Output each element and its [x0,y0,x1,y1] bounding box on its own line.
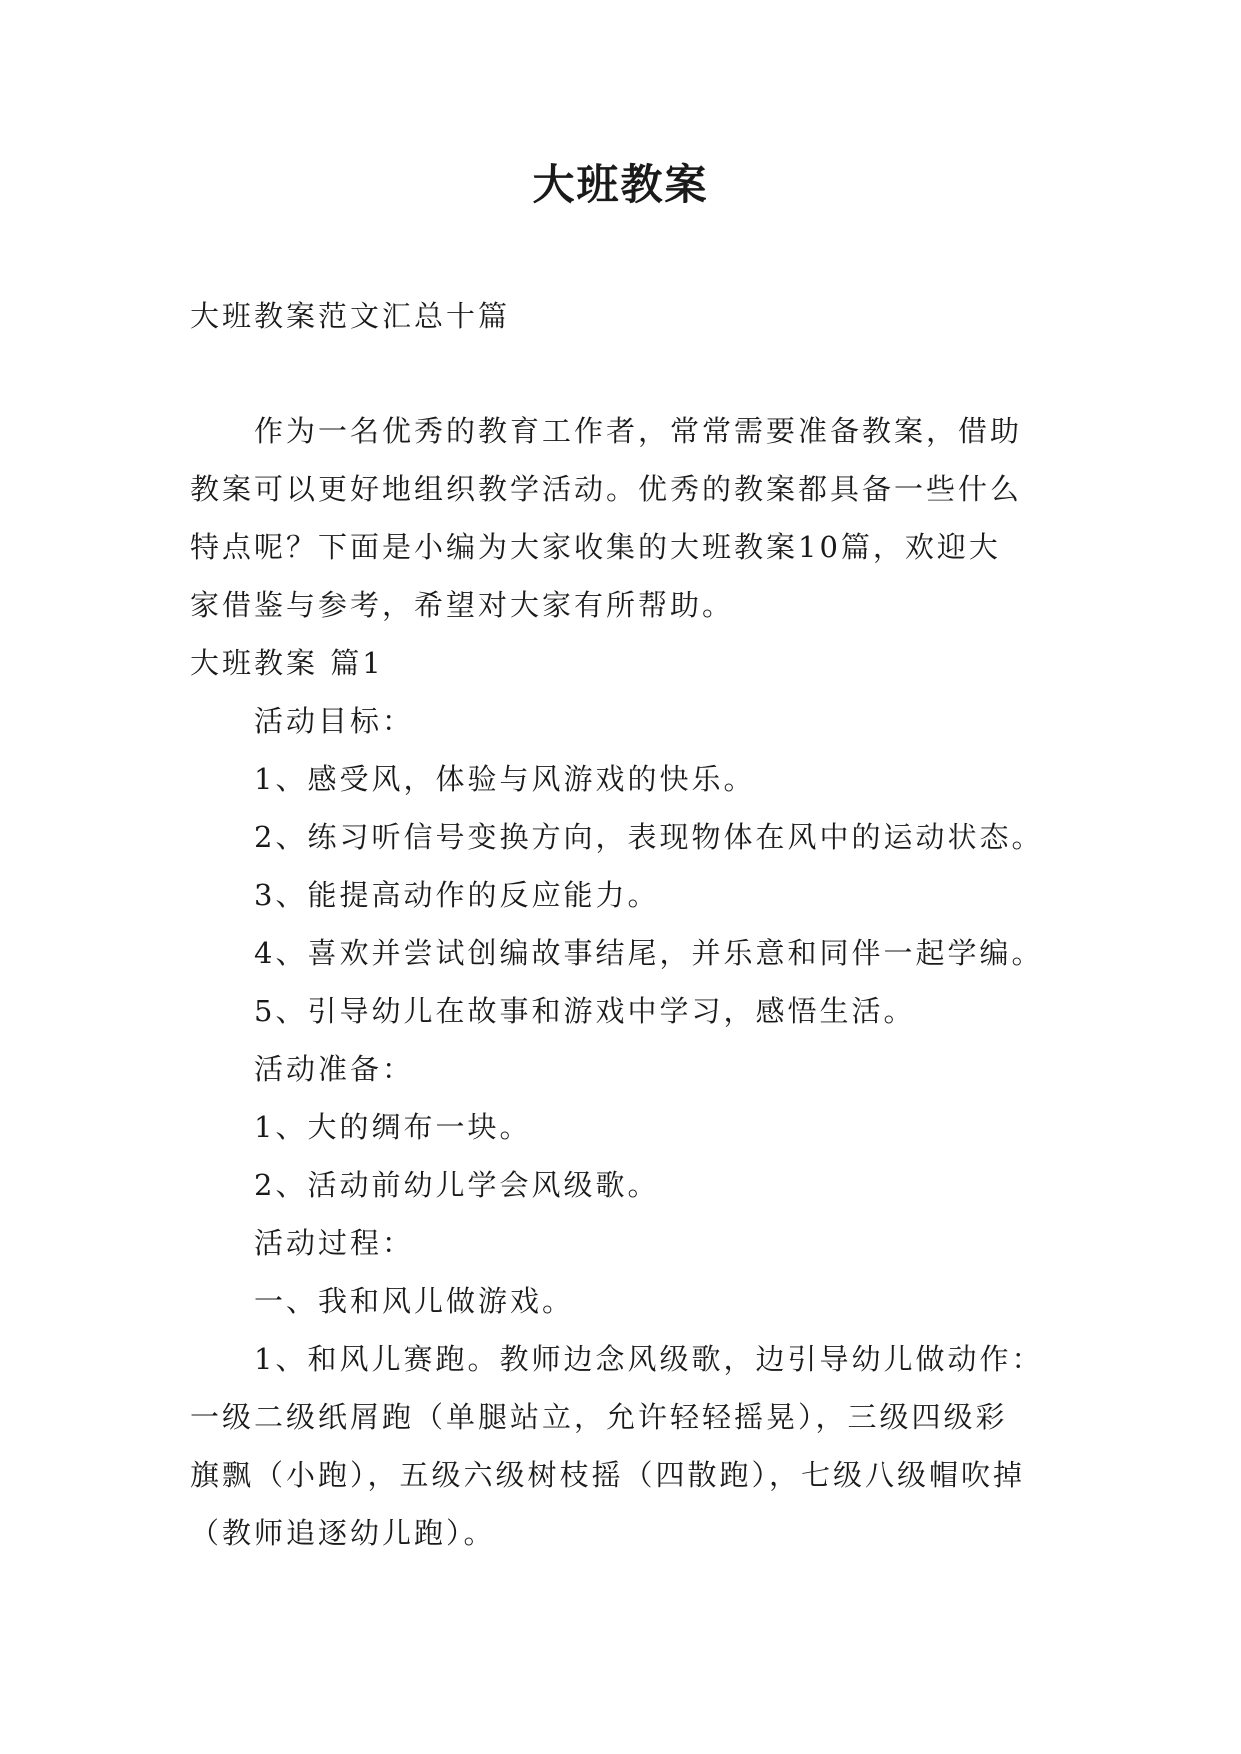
document-subtitle: 大班教案范文汇总十篇 [190,299,511,333]
section-heading: 大班教案 篇1 [190,646,384,680]
process-detail-line-2: 一级二级纸屑跑（单腿站立，允许轻轻摇晃），三级四级彩 [190,1400,1008,1434]
goal-item-1: 1、感受风，体验与风游戏的快乐。 [254,762,756,796]
intro-line-2: 教案可以更好地组织教学活动。优秀的教案都具备一些什么 [190,472,1023,506]
intro-line-3: 特点呢？下面是小编为大家收集的大班教案10篇，欢迎大 [190,530,1001,564]
heading-activity-process: 活动过程： [254,1226,415,1260]
process-step-1: 一、我和风儿做游戏。 [254,1284,575,1318]
goal-item-2: 2、练习听信号变换方向，表现物体在风中的运动状态。 [254,820,1044,854]
intro-line-1: 作为一名优秀的教育工作者，常常需要准备教案，借助 [254,414,1023,448]
goal-item-4: 4、喜欢并尝试创编故事结尾，并乐意和同伴一起学编。 [254,936,1044,970]
heading-activity-prep: 活动准备： [254,1052,415,1086]
goal-item-3: 3、能提高动作的反应能力。 [254,878,660,912]
prep-item-2: 2、活动前幼儿学会风级歌。 [254,1168,660,1202]
process-detail-line-1: 1、和风儿赛跑。教师边念风级歌，边引导幼儿做动作： [254,1342,1044,1376]
heading-activity-goals: 活动目标： [254,704,415,738]
goal-item-5: 5、引导幼儿在故事和游戏中学习，感悟生活。 [254,994,916,1028]
process-detail-line-4: （教师追逐幼儿跑）。 [190,1516,496,1550]
prep-item-1: 1、大的绸布一块。 [254,1110,532,1144]
document-title: 大班教案 [532,160,709,209]
process-detail-line-3: 旗飘（小跑），五级六级树枝摇（四散跑），七级八级帽吹掉 [190,1458,1026,1492]
intro-line-4: 家借鉴与参考，希望对大家有所帮助。 [190,588,735,622]
